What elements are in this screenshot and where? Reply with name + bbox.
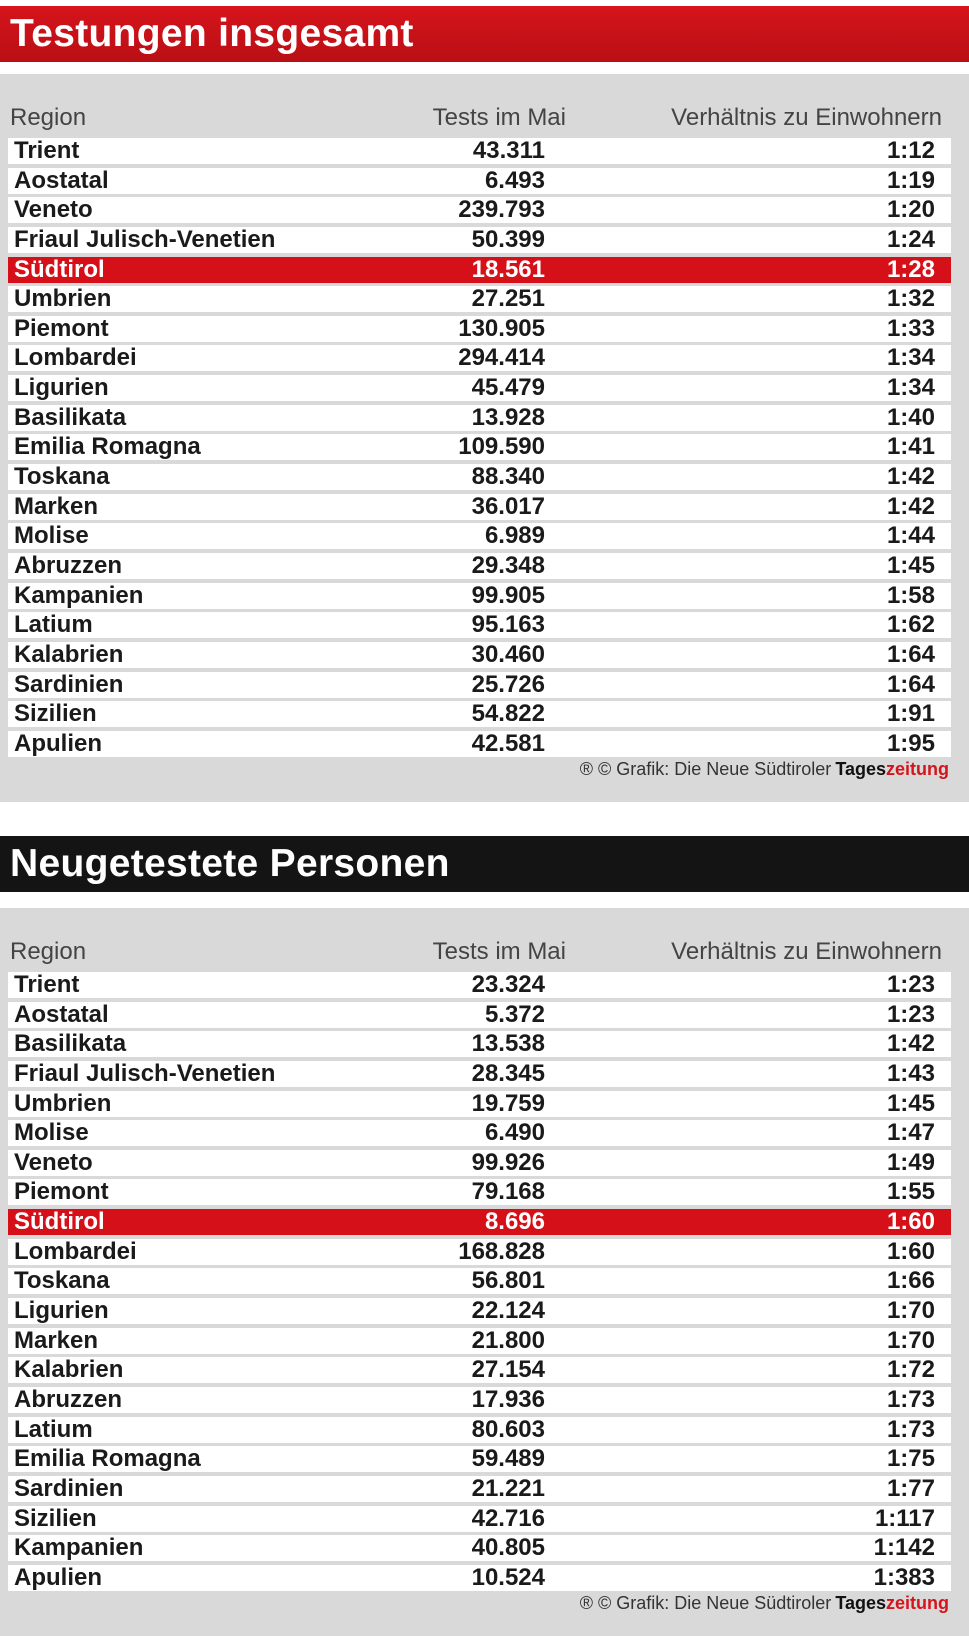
cell-ratio: 1:66 [886,1267,935,1295]
cell-tests: 45.479 [471,374,545,402]
cell-region: Emilia Romagna [14,1445,201,1473]
cell-region: Piemont [14,1178,109,1206]
column-header-tests: Tests im Mai [432,938,566,965]
cell-tests: 30.460 [471,640,545,668]
cell-tests: 25.726 [471,670,545,698]
cell-region: Toskana [14,463,110,491]
cell-region: Aostatal [14,1000,109,1028]
cell-tests: 99.905 [471,581,545,609]
cell-ratio: 1:142 [873,1534,935,1562]
table-row [8,1239,951,1265]
cell-tests: 54.822 [471,700,545,728]
table-row [8,672,951,698]
cell-tests: 22.124 [471,1297,545,1325]
cell-region: Südtirol [14,255,105,283]
table-row [8,286,951,312]
cell-region: Marken [14,492,99,520]
cell-tests: 36.017 [471,492,545,520]
table-row [8,731,951,757]
column-header-region: Region [10,938,87,965]
cell-region: Ligurien [14,374,109,402]
cell-region: Emilia Romagna [14,433,201,461]
table-row [8,1091,951,1117]
cell-tests: 8.696 [484,1208,545,1236]
cell-ratio: 1:33 [886,314,935,342]
cell-region: Kampanien [14,581,144,609]
table-row [8,1179,951,1205]
brand-logo-zeitung: zeitung [886,759,949,779]
cell-tests: 99.926 [471,1148,545,1176]
cell-region: Abruzzen [14,1385,122,1413]
table-row [8,972,951,998]
cell-tests: 95.163 [471,611,545,639]
table-row [8,1565,951,1591]
table-row [8,1357,951,1383]
table-row [8,1061,951,1087]
table-row [8,523,951,549]
cell-ratio: 1:117 [874,1504,935,1532]
table-row-highlighted [8,257,951,283]
table-row [8,1476,951,1502]
cell-region: Sardinien [14,670,124,698]
table-row [8,197,951,223]
cell-ratio: 1:70 [886,1326,935,1354]
table-row [8,701,951,727]
brand-logo-tages: Tages [835,759,886,779]
table-row [8,434,951,460]
section-divider [0,806,969,836]
cell-tests: 43.311 [472,137,545,164]
credit-line [580,759,949,780]
cell-ratio: 1:58 [886,581,935,609]
cell-tests: 56.801 [471,1267,545,1295]
cell-region: Abruzzen [14,551,122,579]
table-row [8,642,951,668]
cell-ratio: 1:28 [886,255,935,283]
section-title: Testungen insgesamt [0,6,969,62]
table-row [8,464,951,490]
table-row [8,1002,951,1028]
cell-tests: 27.251 [471,285,545,313]
table-row [8,1328,951,1354]
cell-region: Südtirol [14,1208,105,1236]
cell-tests: 50.399 [471,225,545,253]
cell-ratio: 1:91 [886,700,935,728]
cell-tests: 79.168 [471,1178,545,1206]
table-row [8,1535,951,1561]
table-row [8,1387,951,1413]
cell-tests: 59.489 [471,1445,545,1473]
table-row [8,1120,951,1146]
cell-ratio: 1:75 [886,1445,935,1473]
table-row [8,1298,951,1324]
cell-region: Sardinien [14,1474,124,1502]
cell-tests: 10.524 [471,1563,545,1591]
cell-tests: 40.805 [471,1534,545,1562]
cell-region: Marken [14,1326,99,1354]
cell-region: Trient [14,137,80,164]
cell-ratio: 1:47 [886,1119,935,1147]
cell-tests: 5.372 [484,1000,545,1028]
cell-ratio: 1:23 [886,1000,935,1028]
cell-ratio: 1:42 [886,463,935,491]
table-row [8,583,951,609]
table-row [8,553,951,579]
cell-region: Piemont [14,314,109,342]
table-row [8,316,951,342]
table-section-neugetestete [0,836,969,1636]
cell-tests: 88.340 [471,463,545,491]
cell-ratio: 1:60 [886,1208,935,1236]
cell-ratio: 1:77 [886,1474,935,1502]
cell-tests: 42.581 [471,729,545,757]
table-row-highlighted [8,1209,951,1235]
cell-tests: 13.538 [471,1030,545,1058]
table-row [8,1506,951,1532]
cell-tests: 294.414 [458,344,545,372]
cell-region: Apulien [14,729,102,757]
table-body [8,138,951,760]
table-row [8,168,951,194]
cell-ratio: 1:49 [886,1148,935,1176]
brand-logo-tages: Tages [835,1593,886,1613]
table-body [8,972,951,1594]
cell-tests: 80.603 [471,1415,545,1443]
table-section-testungen [0,6,969,802]
cell-region: Friaul Julisch-Venetien [14,225,276,253]
brand-logo-zeitung: zeitung [886,1593,949,1613]
cell-ratio: 1:34 [886,374,935,402]
table-row [8,227,951,253]
cell-ratio: 1:32 [886,285,935,313]
cell-tests: 6.989 [484,522,545,550]
cell-tests: 17.936 [471,1385,545,1413]
column-header-region: Region [10,104,87,131]
cell-ratio: 1:64 [886,670,935,698]
cell-tests: 21.800 [471,1326,545,1354]
cell-region: Veneto [14,1148,93,1176]
cell-region: Basilikata [14,403,127,431]
cell-ratio: 1:24 [886,225,935,253]
table-header-row [0,932,969,972]
cell-region: Veneto [14,196,93,224]
credit-line [580,1593,949,1614]
cell-ratio: 1:19 [886,166,935,194]
cell-tests: 6.493 [484,166,545,194]
cell-region: Ligurien [14,1297,109,1325]
cell-region: Molise [14,1119,89,1147]
cell-region: Umbrien [14,285,112,313]
cell-region: Latium [14,1415,93,1443]
cell-tests: 13.928 [471,403,545,431]
section-title: Neugetestete Personen [0,836,969,892]
cell-tests: 18.561 [471,255,545,283]
cell-ratio: 1:12 [886,137,935,164]
cell-region: Friaul Julisch-Venetien [14,1059,276,1087]
cell-tests: 130.905 [458,314,545,342]
cell-ratio: 1:44 [886,522,935,550]
cell-region: Apulien [14,1563,102,1591]
cell-region: Umbrien [14,1089,112,1117]
cell-ratio: 1:45 [886,551,935,579]
table-row [8,1150,951,1176]
column-header-ratio: Verhältnis zu Einwohnern [671,938,942,965]
table-header-row [0,98,969,138]
cell-region: Kalabrien [14,640,124,668]
column-header-ratio: Verhältnis zu Einwohnern [671,104,942,131]
cell-ratio: 1:95 [886,729,935,757]
table-panel [0,908,969,1636]
cell-region: Sizilien [14,1504,97,1532]
table-row [8,612,951,638]
cell-ratio: 1:42 [886,492,935,520]
cell-region: Aostatal [14,166,109,194]
cell-ratio: 1:70 [886,1297,935,1325]
cell-ratio: 1:55 [886,1178,935,1206]
credit-text: ® © Grafik: Die Neue Südtiroler [579,1593,832,1613]
cell-region: Molise [14,522,89,550]
cell-region: Lombardei [14,344,137,372]
cell-ratio: 1:72 [886,1356,935,1384]
cell-ratio: 1:20 [886,196,935,224]
cell-tests: 23.324 [471,971,545,998]
cell-tests: 19.759 [471,1089,545,1117]
cell-ratio: 1:60 [886,1237,935,1265]
cell-region: Toskana [14,1267,110,1295]
table-row [8,1417,951,1443]
cell-ratio: 1:40 [886,403,935,431]
table-row [8,138,951,164]
cell-region: Basilikata [14,1030,127,1058]
cell-ratio: 1:45 [886,1089,935,1117]
table-row [8,405,951,431]
table-panel [0,74,969,802]
cell-region: Lombardei [14,1237,137,1265]
cell-region: Trient [14,971,80,998]
credit-text: ® © Grafik: Die Neue Südtiroler [579,759,832,779]
table-row [8,345,951,371]
cell-ratio: 1:64 [886,640,935,668]
table-row [8,1268,951,1294]
cell-tests: 42.716 [471,1504,545,1532]
cell-tests: 21.221 [471,1474,545,1502]
cell-region: Latium [14,611,93,639]
cell-tests: 239.793 [458,196,545,224]
cell-region: Sizilien [14,700,97,728]
cell-ratio: 1:62 [886,611,935,639]
table-row [8,1446,951,1472]
cell-tests: 6.490 [484,1119,545,1147]
cell-ratio: 1:23 [886,971,935,998]
cell-tests: 109.590 [458,433,545,461]
cell-ratio: 1:42 [886,1030,935,1058]
table-row [8,494,951,520]
cell-ratio: 1:41 [886,433,935,461]
cell-tests: 29.348 [471,551,545,579]
cell-region: Kampanien [14,1534,144,1562]
cell-ratio: 1:383 [873,1563,935,1591]
cell-tests: 27.154 [471,1356,545,1384]
cell-region: Kalabrien [14,1356,124,1384]
cell-ratio: 1:43 [886,1059,935,1087]
cell-tests: 168.828 [458,1237,545,1265]
cell-ratio: 1:34 [886,344,935,372]
cell-tests: 28.345 [471,1059,545,1087]
cell-ratio: 1:73 [886,1385,935,1413]
table-row [8,375,951,401]
table-row [8,1031,951,1057]
column-header-tests: Tests im Mai [432,104,566,131]
cell-ratio: 1:73 [886,1415,935,1443]
